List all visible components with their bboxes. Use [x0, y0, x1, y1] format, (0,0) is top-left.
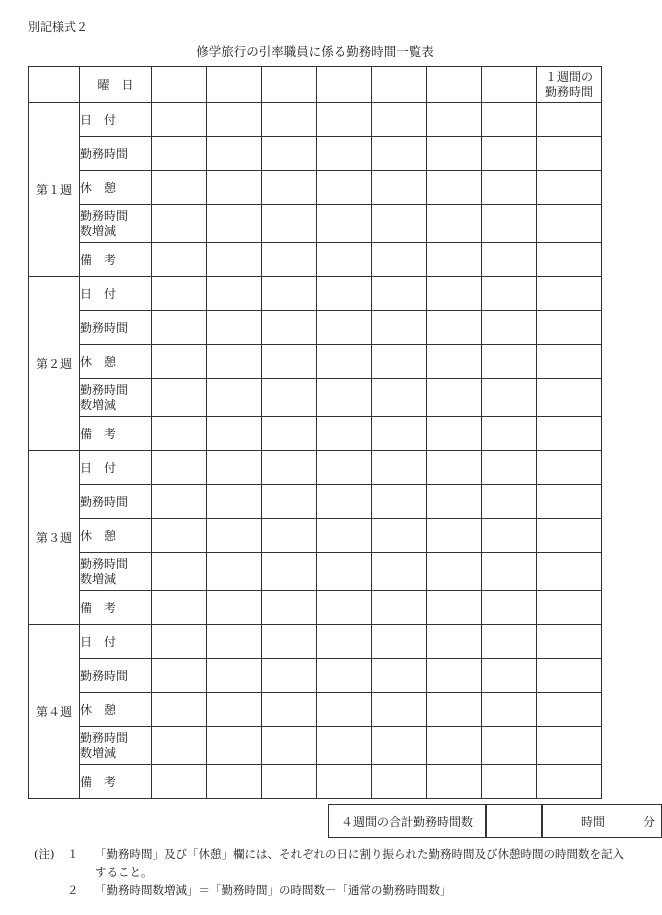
day-cell[interactable]: [317, 553, 372, 591]
row-label-adjustment: [80, 553, 152, 591]
day-cell[interactable]: [427, 519, 482, 553]
day-cell[interactable]: [317, 311, 372, 345]
day-cell[interactable]: [207, 277, 262, 311]
day-cell[interactable]: [427, 103, 482, 137]
day-cell[interactable]: [207, 379, 262, 417]
day-cell[interactable]: [427, 625, 482, 659]
weekly-total-cell[interactable]: [537, 103, 602, 137]
day-cell[interactable]: [262, 625, 317, 659]
day-cell[interactable]: [317, 693, 372, 727]
day-cell[interactable]: [317, 765, 372, 799]
weekly-total-cell[interactable]: [537, 553, 602, 591]
day-cell[interactable]: [262, 693, 317, 727]
row-label-date: 日 付: [80, 103, 152, 137]
day-cell[interactable]: [262, 243, 317, 277]
day-cell[interactable]: [207, 659, 262, 693]
table-row: [29, 519, 602, 553]
week-label: 第３週: [29, 451, 80, 625]
day-cell[interactable]: [482, 243, 537, 277]
day-cell[interactable]: [372, 659, 427, 693]
total-blank-cell[interactable]: [486, 804, 542, 838]
notes: [34, 845, 625, 899]
day-cell[interactable]: [372, 205, 427, 243]
note-number: ２: [67, 883, 79, 897]
day-cell[interactable]: [372, 451, 427, 485]
table-row: [29, 693, 602, 727]
day-cell[interactable]: [207, 137, 262, 171]
day-cell[interactable]: [372, 727, 427, 765]
day-cell[interactable]: [207, 205, 262, 243]
day-cell[interactable]: [482, 591, 537, 625]
table-row: [29, 485, 602, 519]
week-label: 第１週: [29, 103, 80, 277]
row-label-line: 数増減: [80, 223, 117, 238]
day-cell[interactable]: [317, 171, 372, 205]
day-cell[interactable]: [262, 345, 317, 379]
day-cell[interactable]: [372, 625, 427, 659]
row-label-line: 勤務時間: [80, 382, 129, 397]
weekday-header: 曜 日: [80, 67, 152, 103]
day-cell[interactable]: [152, 379, 207, 417]
row-label-break: 休 憩: [80, 171, 152, 205]
hours-unit: 時間: [581, 814, 606, 829]
day-cell[interactable]: [427, 485, 482, 519]
page-title: 修学旅行の引率職員に係る勤務時間一覧表: [196, 44, 434, 59]
day-cell[interactable]: [317, 625, 372, 659]
day-cell[interactable]: [372, 345, 427, 379]
day-cell[interactable]: [427, 205, 482, 243]
note-number: １: [67, 847, 79, 861]
day-cell[interactable]: [152, 659, 207, 693]
weekly-total-header-line: 勤務時間: [544, 84, 593, 99]
day-cell[interactable]: [482, 311, 537, 345]
table-row: [29, 137, 602, 171]
day-cell[interactable]: [262, 171, 317, 205]
form-label: 別記様式２: [28, 20, 89, 34]
row-label-line: 勤務時間: [80, 208, 129, 223]
table-row: [29, 277, 602, 311]
day-cell[interactable]: [317, 137, 372, 171]
day-cell[interactable]: [482, 765, 537, 799]
header-row: [29, 67, 602, 103]
schedule-table: [28, 66, 602, 799]
day-cell[interactable]: [207, 417, 262, 451]
weekly-total-cell[interactable]: [537, 519, 602, 553]
weekly-total-cell[interactable]: [537, 345, 602, 379]
total-value-cell[interactable]: [542, 804, 662, 838]
day-cell[interactable]: [317, 727, 372, 765]
day-cell[interactable]: [317, 345, 372, 379]
day-cell[interactable]: [317, 451, 372, 485]
day-cell[interactable]: [262, 417, 317, 451]
day-cell[interactable]: [372, 277, 427, 311]
row-label-remarks: 備 考: [80, 417, 152, 451]
week-label: 第４週: [29, 625, 80, 799]
day-cell[interactable]: [427, 137, 482, 171]
weekly-total-cell[interactable]: [537, 277, 602, 311]
row-label-line: 数増減: [80, 397, 117, 412]
day-cell[interactable]: [152, 67, 207, 103]
day-cell[interactable]: [482, 693, 537, 727]
day-cell[interactable]: [317, 485, 372, 519]
weekly-total-header-line: １週間の: [544, 69, 593, 84]
table-row: [29, 659, 602, 693]
day-cell[interactable]: [372, 485, 427, 519]
day-cell[interactable]: [152, 171, 207, 205]
table-row: [29, 311, 602, 345]
row-label-work-hours: 勤務時間: [80, 137, 152, 171]
day-cell[interactable]: [482, 659, 537, 693]
weekly-total-cell[interactable]: [537, 693, 602, 727]
day-cell[interactable]: [152, 485, 207, 519]
day-cell[interactable]: [372, 519, 427, 553]
day-cell[interactable]: [207, 451, 262, 485]
weekly-total-cell[interactable]: [537, 591, 602, 625]
day-cell[interactable]: [427, 277, 482, 311]
day-cell[interactable]: [482, 485, 537, 519]
day-cell[interactable]: [262, 67, 317, 103]
day-cell[interactable]: [207, 591, 262, 625]
day-cell[interactable]: [207, 485, 262, 519]
day-cell[interactable]: [207, 311, 262, 345]
corner-cell: [29, 67, 80, 103]
day-cell[interactable]: [317, 519, 372, 553]
day-cell[interactable]: [152, 277, 207, 311]
row-label-break: 休 憩: [80, 519, 152, 553]
note-item: [34, 845, 625, 881]
row-label-adjustment: [80, 727, 152, 765]
day-cell[interactable]: [262, 451, 317, 485]
day-cell[interactable]: [427, 243, 482, 277]
day-cell[interactable]: [207, 693, 262, 727]
day-cell[interactable]: [317, 277, 372, 311]
weekly-total-cell[interactable]: [537, 417, 602, 451]
day-cell[interactable]: [482, 451, 537, 485]
day-cell[interactable]: [152, 625, 207, 659]
day-cell[interactable]: [207, 625, 262, 659]
table-row: [29, 765, 602, 799]
total-label: ４週間の合計勤務時間数: [328, 804, 486, 838]
day-cell[interactable]: [317, 103, 372, 137]
table-row: [29, 243, 602, 277]
row-label-line: 勤務時間: [80, 556, 129, 571]
note-item: [34, 881, 625, 899]
day-cell[interactable]: [427, 417, 482, 451]
day-cell[interactable]: [482, 205, 537, 243]
day-cell[interactable]: [207, 345, 262, 379]
day-cell[interactable]: [427, 67, 482, 103]
day-cell[interactable]: [427, 171, 482, 205]
day-cell[interactable]: [152, 693, 207, 727]
day-cell[interactable]: [427, 311, 482, 345]
weekly-total-cell[interactable]: [537, 171, 602, 205]
day-cell[interactable]: [262, 553, 317, 591]
day-cell[interactable]: [317, 205, 372, 243]
day-cell[interactable]: [317, 379, 372, 417]
row-label-remarks: 備 考: [80, 243, 152, 277]
table-row: [29, 451, 602, 485]
day-cell[interactable]: [152, 417, 207, 451]
row-label-work-hours: 勤務時間: [80, 311, 152, 345]
day-cell[interactable]: [427, 345, 482, 379]
day-cell[interactable]: [482, 345, 537, 379]
day-cell[interactable]: [372, 103, 427, 137]
day-cell[interactable]: [482, 553, 537, 591]
note-text: 「勤務時間」及び「休憩」欄には、それぞれの日に割り振られた勤務時間及び休憩時間の時間数を記入すること。: [95, 847, 624, 879]
day-cell[interactable]: [207, 519, 262, 553]
total-row: [328, 804, 662, 838]
row-label-remarks: 備 考: [80, 765, 152, 799]
minutes-unit: 分: [642, 814, 655, 829]
day-cell[interactable]: [372, 417, 427, 451]
day-cell[interactable]: [372, 137, 427, 171]
table-row: [29, 591, 602, 625]
day-cell[interactable]: [207, 243, 262, 277]
day-cell[interactable]: [262, 727, 317, 765]
day-cell[interactable]: [317, 417, 372, 451]
day-cell[interactable]: [427, 659, 482, 693]
day-cell[interactable]: [207, 171, 262, 205]
day-cell[interactable]: [427, 727, 482, 765]
row-label-remarks: 備 考: [80, 591, 152, 625]
day-cell[interactable]: [152, 451, 207, 485]
row-label-break: 休 憩: [80, 345, 152, 379]
day-cell[interactable]: [372, 243, 427, 277]
weekly-total-cell[interactable]: [537, 727, 602, 765]
day-cell[interactable]: [427, 693, 482, 727]
row-label-break: 休 憩: [80, 693, 152, 727]
day-cell[interactable]: [482, 417, 537, 451]
weekly-total-cell[interactable]: [537, 451, 602, 485]
weekly-total-cell[interactable]: [537, 485, 602, 519]
day-cell[interactable]: [207, 67, 262, 103]
day-cell[interactable]: [262, 519, 317, 553]
day-cell[interactable]: [372, 171, 427, 205]
row-label-work-hours: 勤務時間: [80, 485, 152, 519]
day-cell[interactable]: [152, 553, 207, 591]
day-cell[interactable]: [262, 311, 317, 345]
day-cell[interactable]: [152, 311, 207, 345]
day-cell[interactable]: [152, 591, 207, 625]
weekly-total-cell[interactable]: [537, 311, 602, 345]
table-row: [29, 417, 602, 451]
notes-prefix: (注): [34, 847, 55, 861]
day-cell[interactable]: [427, 591, 482, 625]
day-cell[interactable]: [152, 137, 207, 171]
day-cell[interactable]: [262, 277, 317, 311]
weekly-total-cell[interactable]: [537, 659, 602, 693]
row-label-line: 数増減: [80, 745, 117, 760]
day-cell[interactable]: [482, 67, 537, 103]
row-label-date: 日 付: [80, 451, 152, 485]
weekly-total-cell[interactable]: [537, 625, 602, 659]
day-cell[interactable]: [262, 379, 317, 417]
day-cell[interactable]: [152, 345, 207, 379]
day-cell[interactable]: [482, 625, 537, 659]
day-cell[interactable]: [372, 311, 427, 345]
day-cell[interactable]: [482, 171, 537, 205]
weekly-total-cell[interactable]: [537, 243, 602, 277]
day-cell[interactable]: [482, 277, 537, 311]
table-row: [29, 205, 602, 243]
day-cell[interactable]: [262, 659, 317, 693]
table-row: [29, 345, 602, 379]
day-cell[interactable]: [317, 243, 372, 277]
day-cell[interactable]: [482, 519, 537, 553]
table-row: [29, 727, 602, 765]
day-cell[interactable]: [152, 519, 207, 553]
day-cell[interactable]: [427, 451, 482, 485]
weekly-total-cell[interactable]: [537, 205, 602, 243]
table-row: [29, 379, 602, 417]
row-label-date: 日 付: [80, 277, 152, 311]
table-row: [29, 103, 602, 137]
day-cell[interactable]: [262, 205, 317, 243]
day-cell[interactable]: [317, 67, 372, 103]
weekly-total-cell[interactable]: [537, 137, 602, 171]
row-label-adjustment: [80, 379, 152, 417]
table-row: [29, 625, 602, 659]
day-cell[interactable]: [372, 67, 427, 103]
day-cell[interactable]: [207, 727, 262, 765]
day-cell[interactable]: [207, 765, 262, 799]
day-cell[interactable]: [262, 103, 317, 137]
day-cell[interactable]: [317, 659, 372, 693]
day-cell[interactable]: [427, 765, 482, 799]
day-cell[interactable]: [152, 243, 207, 277]
day-cell[interactable]: [372, 693, 427, 727]
row-label-line: 数増減: [80, 571, 117, 586]
day-cell[interactable]: [207, 103, 262, 137]
day-cell[interactable]: [152, 727, 207, 765]
day-cell[interactable]: [482, 379, 537, 417]
day-cell[interactable]: [317, 591, 372, 625]
day-cell[interactable]: [152, 205, 207, 243]
table-row: [29, 171, 602, 205]
row-label-date: 日 付: [80, 625, 152, 659]
day-cell[interactable]: [372, 379, 427, 417]
row-label-work-hours: 勤務時間: [80, 659, 152, 693]
day-cell[interactable]: [372, 553, 427, 591]
weekly-total-header: [537, 67, 602, 103]
day-cell[interactable]: [152, 103, 207, 137]
day-cell[interactable]: [482, 727, 537, 765]
weekly-total-cell[interactable]: [537, 379, 602, 417]
row-label-adjustment: [80, 205, 152, 243]
day-cell[interactable]: [372, 591, 427, 625]
day-cell[interactable]: [372, 765, 427, 799]
day-cell[interactable]: [482, 103, 537, 137]
day-cell[interactable]: [262, 591, 317, 625]
weekly-total-cell[interactable]: [537, 765, 602, 799]
day-cell[interactable]: [262, 137, 317, 171]
day-cell[interactable]: [262, 485, 317, 519]
day-cell[interactable]: [152, 765, 207, 799]
table-row: [29, 553, 602, 591]
day-cell[interactable]: [207, 553, 262, 591]
day-cell[interactable]: [262, 765, 317, 799]
week-label: 第２週: [29, 277, 80, 451]
note-text: 「勤務時間数増減」＝「勤務時間」の時間数－「通常の勤務時間数」: [95, 883, 452, 897]
day-cell[interactable]: [427, 379, 482, 417]
day-cell[interactable]: [427, 553, 482, 591]
day-cell[interactable]: [482, 137, 537, 171]
row-label-line: 勤務時間: [80, 730, 129, 745]
